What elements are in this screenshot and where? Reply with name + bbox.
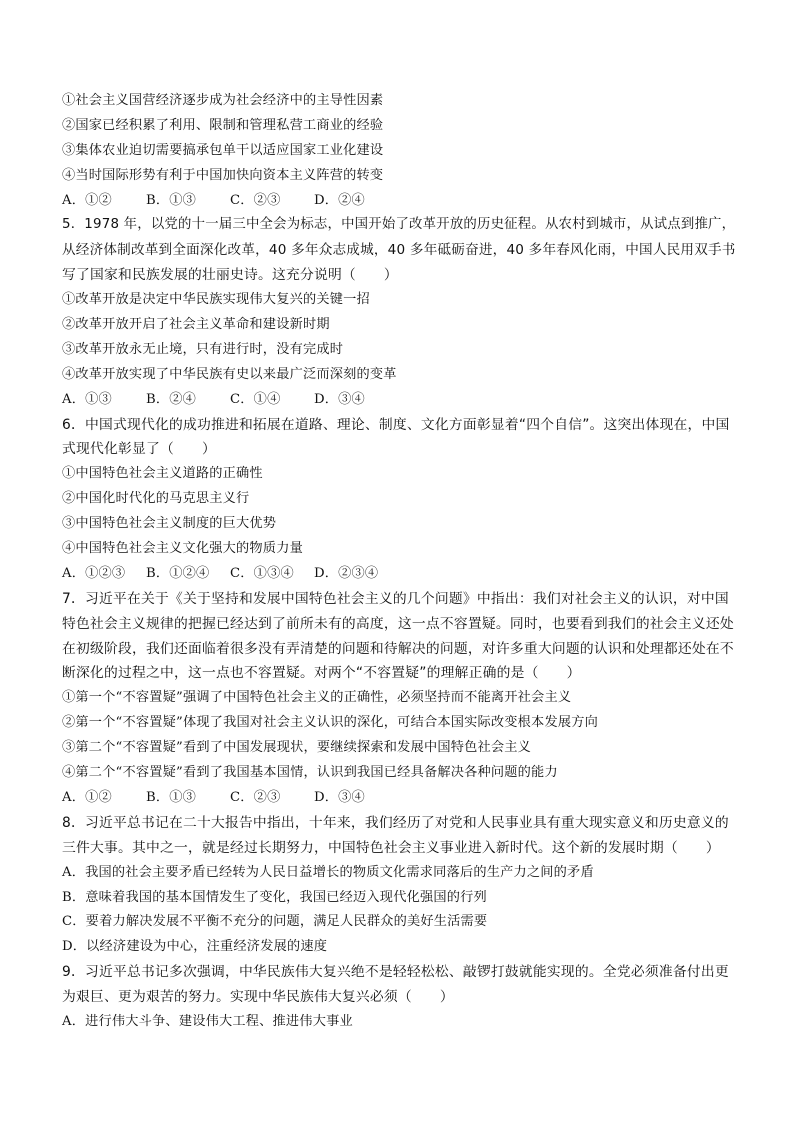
option-item: ④中国特色社会主义文化强大的物质力量 [62,541,303,557]
option-item: ④改革开放实现了中华民族有史以来最广泛而深刻的变革 [62,366,397,382]
question-6 [62,413,742,587]
answer-options [62,388,742,413]
answer-choice-b: B．②④ [146,391,197,407]
answer-choice-b: B．①③ [146,192,197,208]
question-stem: 9．习近平总书记多次强调，中华民族伟大复兴绝不是轻轻松松、敲锣打鼓就能实现的。全党必须准备付出更 [62,964,729,981]
exam-page [62,89,742,1035]
option-item: ③改革开放永无止境，只有进行时，没有完成时 [62,341,344,357]
answer-choice-a: A．①②③ [62,565,126,581]
answer-choice-c: C．要着力解决发展不平衡不充分的问题，满足人民群众的美好生活需要 [62,914,488,930]
question-stem: 式现代化彰显了（ ） [62,441,216,458]
option-item: ②国家已经积累了利用、限制和管理私营工商业的经验 [62,117,384,133]
answer-choice-a: A．①② [62,192,112,208]
question-stem: 三件大事。其中之一，就是经过长期努力，中国特色社会主义事业进入新时代。这个新的发展时期（ ） [62,839,720,856]
question-stem: 5．1978 年，以党的十一届三中全会为标志，中国开始了改革开放的历史征程。从农村到城市，从试点到推广， [62,217,736,233]
answer-options [62,562,742,587]
question-stem: 8．习近平总书记在二十大报告中指出，十年来，我们经历了对党和人民事业具有重大现实意义和历史意义的 [62,814,729,831]
option-item: ①中国特色社会主义道路的正确性 [62,466,263,482]
answer-choice-c: C．②③ [230,192,281,208]
option-item: ④当时国际形势有利于中国加快向资本主义阵营的转变 [62,167,384,183]
question-stem: 写了国家和民族发展的壮丽史诗。这充分说明（ ） [62,267,398,284]
answer-choice-d: D．②④ [314,192,365,208]
answer-choice-c: C．①④ [230,391,281,407]
option-item: ①改革开放是决定中华民族实现伟大复兴的关键一招 [62,292,370,308]
question-stem: 从经济体制改革到全面深化改革，40 多年众志成城，40 多年砥砺奋进，40 多年春风化雨，中国人民用双手书 [62,242,736,259]
answer-choice-c: C．①③④ [230,565,294,581]
answer-choice-a: A．①③ [62,391,112,407]
option-item: ①社会主义国营经济逐步成为社会经济中的主导性因素 [62,93,384,108]
answer-choice-d: D．以经济建设为中心，注重经济发展的速度 [62,939,328,955]
answer-choice-b: B．①②④ [146,565,210,581]
question-stem: 断深化的过程之中，这一点也不容置疑。对两个“不容置疑”的理解正确的是（ ） [62,665,581,682]
question-stem: 在初级阶段，我们还面临着很多没有弄清楚的问题和待解决的问题，对许多重大问题的认识和处理都还处在不 [62,640,734,657]
answer-choice-a: A．进行伟大斗争、建设伟大工程、推进伟大事业 [62,1013,353,1029]
answer-choice-b: B．意味着我国的基本国情发生了变化，我国已经迈入现代化强国的行列 [62,889,487,905]
question-stem: 为艰巨、更为艰苦的努力。实现中华民族伟大复兴必须（ ） [62,989,454,1006]
question-5 [62,213,742,412]
question-stem: 特色社会主义规律的把握已经达到了前所未有的高度，这一点不容置疑。同时，也要看到我们的社会主义还处 [62,615,734,632]
option-item: ①第一个“不容置疑”强调了中国特色社会主义的正确性，必须坚持而不能离开社会主义 [62,690,572,706]
option-item: ④第二个“不容置疑”看到了我国基本国情，认识到我国已经具备解决各种问题的能力 [62,765,558,781]
question-9 [62,960,742,1035]
option-item: ②第一个“不容置疑”体现了我国对社会主义认识的深化，可结合本国实际改变根本发展方向 [62,715,598,731]
option-item: ②改革开放开启了社会主义革命和建设新时期 [62,317,330,333]
option-item: ③中国特色社会主义制度的巨大优势 [62,516,277,532]
question-8 [62,811,742,960]
answer-choice-a: A．①② [62,789,112,805]
answer-options [62,189,742,214]
answer-choice-b: B．①③ [146,789,197,805]
question-7 [62,587,742,811]
answer-options [62,786,742,811]
question-stem: 7．习近平在关于《关于坚持和发展中国特色社会主义的几个问题》中指出：我们对社会主义的认识，对中国 [62,590,729,607]
option-item: ③集体农业迫切需要搞承包单干以适应国家工业化建设 [62,142,384,158]
question-4-tail [62,89,742,213]
option-item: ③第二个“不容置疑”看到了中国发展现状，要继续探索和发展中国特色社会主义 [62,740,532,756]
answer-choice-a: A．我国的社会主要矛盾已经转为人民日益增长的物质文化需求同落后的生产力之间的矛盾 [62,864,594,880]
answer-choice-d: D．③④ [314,789,365,805]
question-stem: 6．中国式现代化的成功推进和拓展在道路、理论、制度、文化方面彰显着“四个自信”。这突出体现在，中国 [62,416,730,433]
answer-choice-d: D．②③④ [314,565,379,581]
option-item: ②中国化时代化的马克思主义行 [62,491,250,507]
answer-choice-d: D．③④ [314,391,365,407]
answer-choice-c: C．②③ [230,789,281,805]
